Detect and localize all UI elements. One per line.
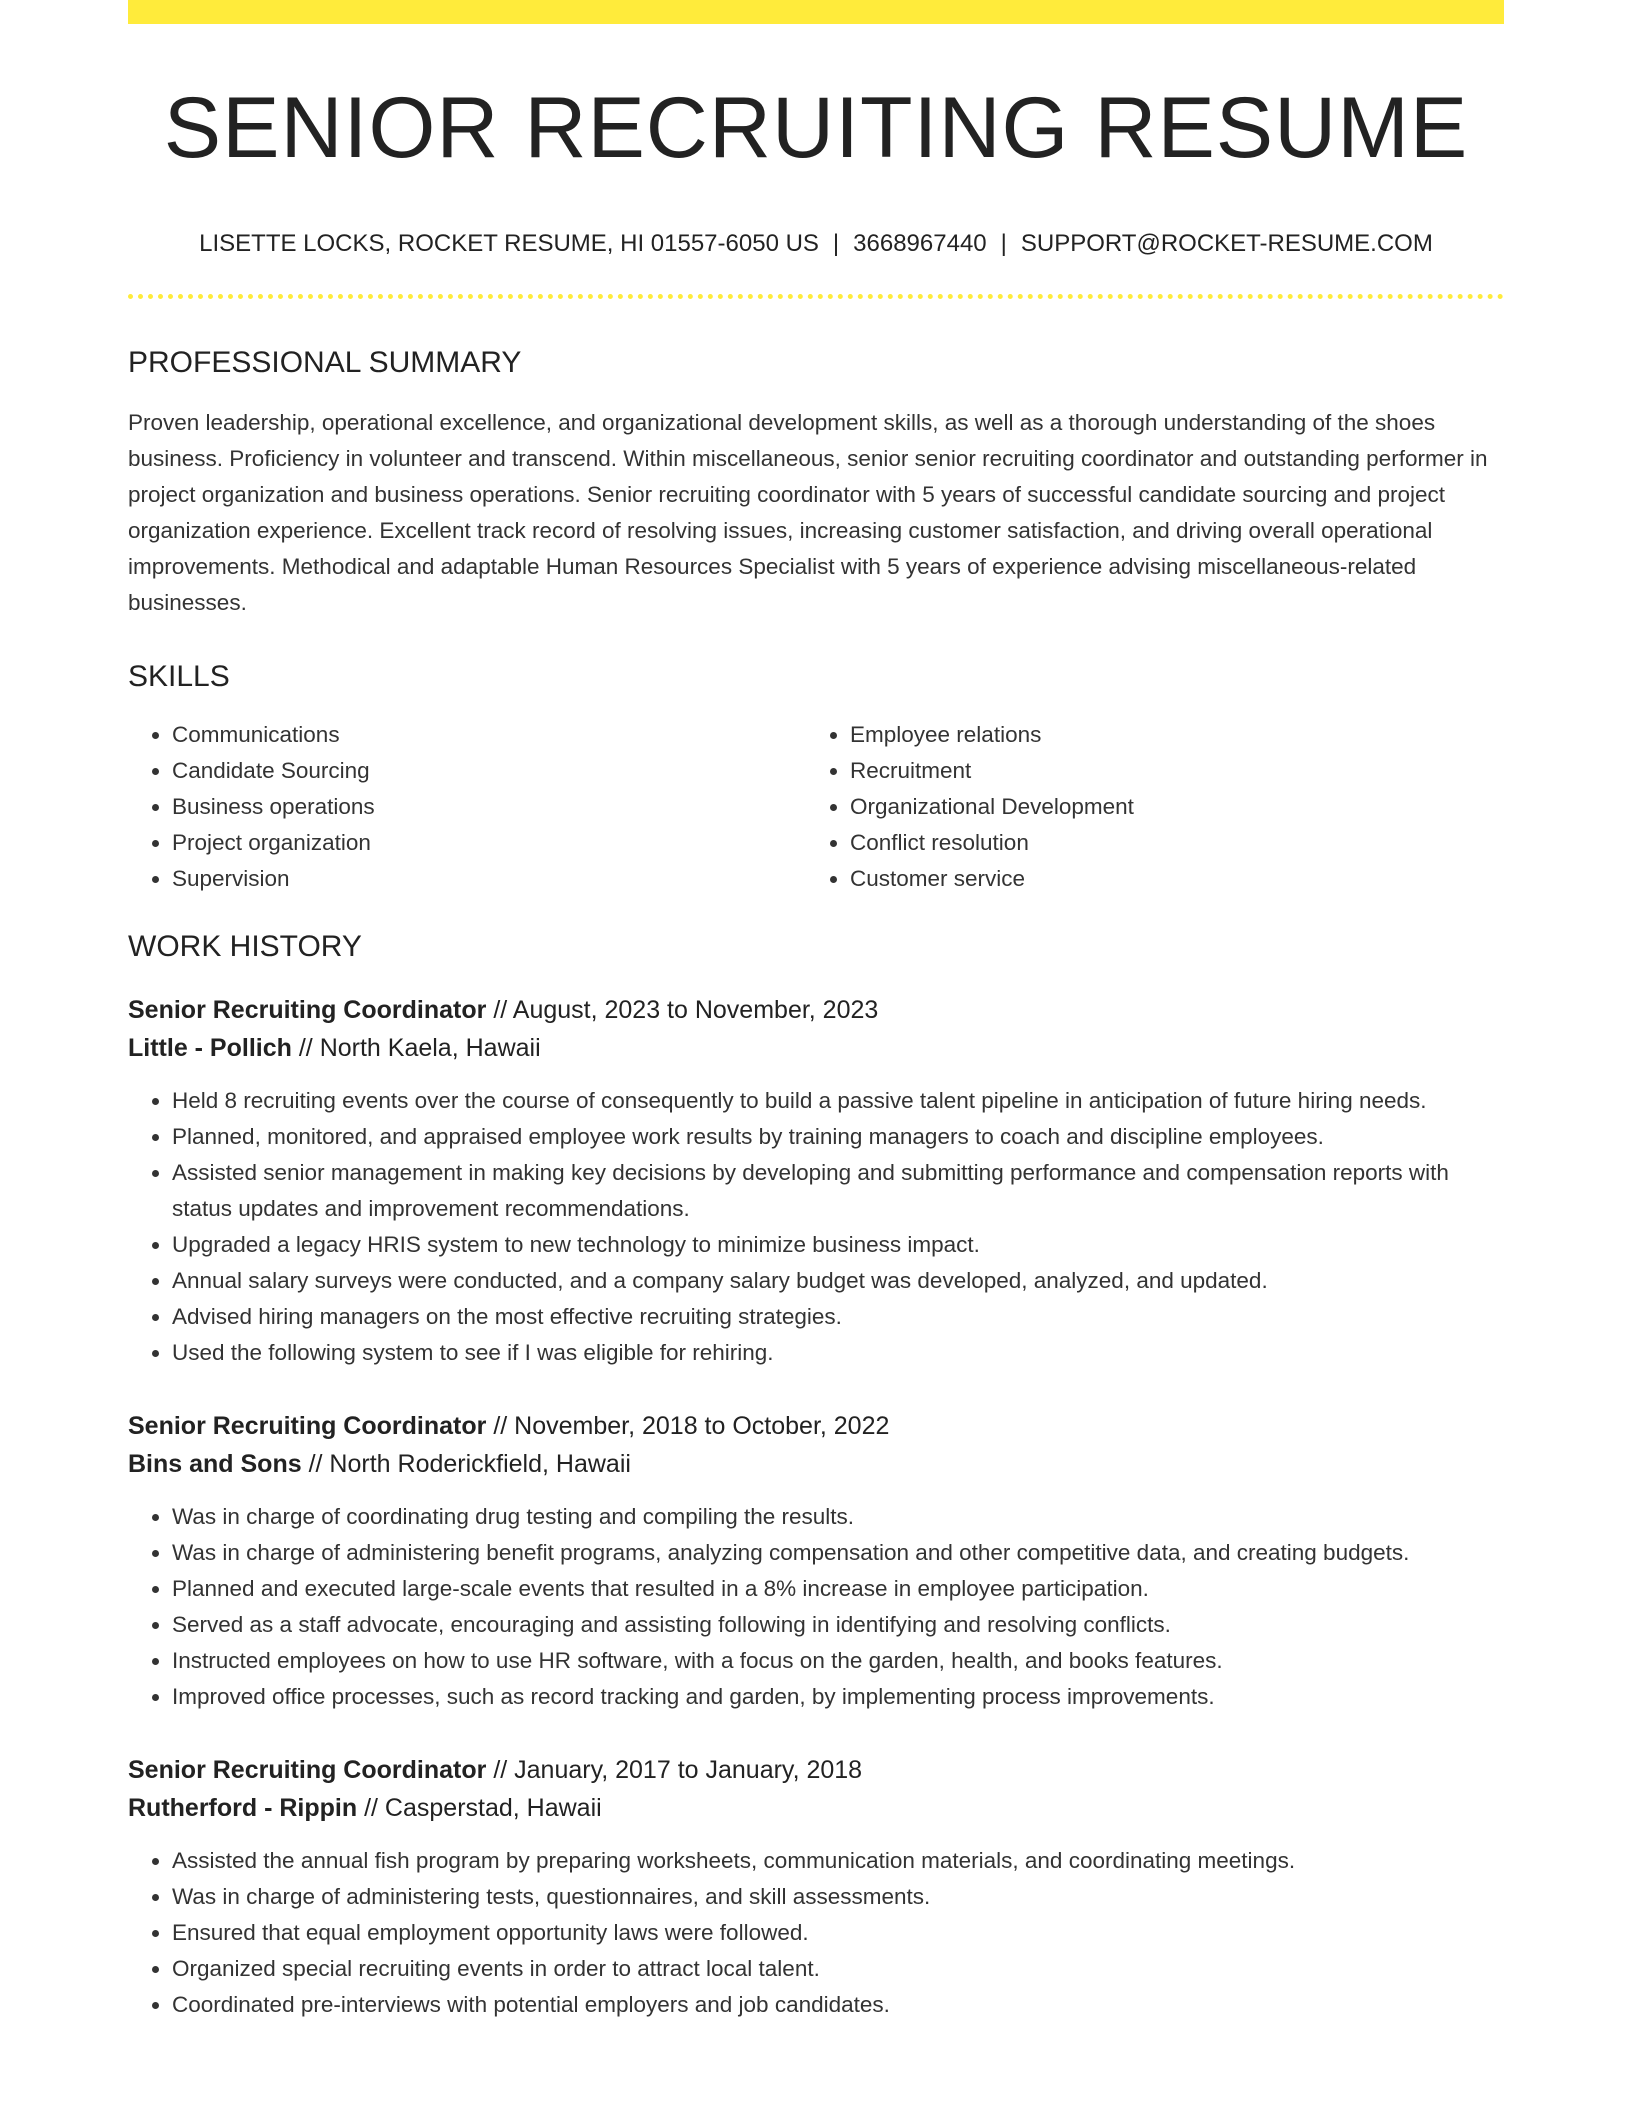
summary-text: Proven leadership, operational excellence, and organizational development skills, as well as a thorough understanding of the shoes business. Proficiency in volunteer and transcend. Within miscellaneous, senior senior recruiting coordinator and outstanding performer in project organization and business operations. Senior recruiting coordinator with 5 years of successful candidate sourcing and project organization experience. Excellent track record of resolving issues, increasing customer satisfaction, and driving overall operational improvements. Methodical and adaptable Human Resources Specialist with 5 years of experience advising miscellaneous-related businesses. (128, 410, 1488, 615)
contact-separator: | (1000, 230, 1007, 257)
job-location: // North Kaela, Hawaii (298, 1034, 541, 1062)
job-bullet: • Coordinated pre-interviews with potential employers and job candidates. (172, 1987, 1504, 2023)
job-bullet: • Upgraded a legacy HRIS system to new technology to minimize business impact. (172, 1227, 1504, 1263)
work-history-heading: WORK HISTORY (128, 930, 362, 963)
job-company-line (128, 1445, 1504, 1483)
skills-column-left (128, 717, 806, 897)
job-entry (128, 1407, 1504, 1715)
job-bullets (128, 1083, 1504, 1371)
skill-item: • Candidate Sourcing (172, 753, 806, 789)
skill-item: • Conflict resolution (850, 825, 1484, 861)
job-title-line (128, 991, 1504, 1029)
job-bullet: • Used the following system to see if I was eligible for rehiring. (172, 1335, 1504, 1371)
job-bullets (128, 1499, 1504, 1715)
resume-title: SENIOR RECRUITING RESUME (163, 80, 1469, 176)
job-bullet: • Served as a staff advocate, encouraging and assisting following in identifying and resolving conflicts. (172, 1607, 1504, 1643)
job-bullet: • Annual salary surveys were conducted, and a company salary budget was developed, analyzed, and updated. (172, 1263, 1504, 1299)
summary-heading: PROFESSIONAL SUMMARY (128, 346, 522, 379)
job-bullet: • Advised hiring managers on the most effective recruiting strategies. (172, 1299, 1504, 1335)
contact-email: SUPPORT@ROCKET-RESUME.COM (1020, 230, 1433, 257)
job-bullet: • Was in charge of coordinating drug testing and compiling the results. (172, 1499, 1504, 1535)
job-bullet: • Assisted senior management in making key decisions by developing and submitting performance and compensation reports with status updates and improvement recommendations. (172, 1155, 1504, 1227)
skills-list (128, 717, 1504, 897)
skills-heading: SKILLS (128, 660, 230, 693)
job-title-line (128, 1751, 1504, 1789)
job-bullet: • Planned and executed large-scale events that resulted in a 8% increase in employee participation. (172, 1571, 1504, 1607)
job-company-line (128, 1789, 1504, 1827)
job-bullet: • Was in charge of administering tests, questionnaires, and skill assessments. (172, 1879, 1504, 1915)
job-company: Little - Pollich (128, 1034, 292, 1062)
job-company: Bins and Sons (128, 1450, 302, 1478)
job-company: Rutherford - Rippin (128, 1794, 358, 1822)
skill-item: • Supervision (172, 861, 806, 897)
job-dates: // January, 2017 to January, 2018 (493, 1756, 863, 1784)
job-location: // Casperstad, Hawaii (364, 1794, 602, 1822)
dotted-divider (128, 294, 1504, 299)
job-bullets (128, 1843, 1504, 2023)
job-entry (128, 1751, 1504, 2023)
job-title: Senior Recruiting Coordinator (128, 1412, 487, 1440)
job-dates: // November, 2018 to October, 2022 (493, 1412, 890, 1440)
contact-address: LISETTE LOCKS, ROCKET RESUME, HI 01557-6050 US (199, 230, 819, 257)
contact-line (128, 228, 1504, 260)
skill-item: • Communications (172, 717, 806, 753)
skill-item: • Recruitment (850, 753, 1484, 789)
skill-item: • Employee relations (850, 717, 1484, 753)
job-bullet: • Held 8 recruiting events over the course of consequently to build a passive talent pipeline in anticipation of future hiring needs. (172, 1083, 1504, 1119)
job-entry (128, 991, 1504, 1371)
job-bullet: • Improved office processes, such as record tracking and garden, by implementing process improvements. (172, 1679, 1504, 1715)
job-bullet: • Was in charge of administering benefit programs, analyzing compensation and other competitive data, and creating budgets. (172, 1535, 1504, 1571)
skills-column-right (806, 717, 1484, 897)
job-company-line (128, 1029, 1504, 1067)
contact-separator: | (832, 230, 840, 257)
job-bullet: • Organized special recruiting events in order to attract local talent. (172, 1951, 1504, 1987)
job-location: // North Roderickfield, Hawaii (308, 1450, 631, 1478)
job-bullet: • Planned, monitored, and appraised employee work results by training managers to coach and discipline employees. (172, 1119, 1504, 1155)
job-bullet: • Instructed employees on how to use HR software, with a focus on the garden, health, and books features. (172, 1643, 1504, 1679)
contact-phone: 3668967440 (853, 230, 987, 257)
job-title: Senior Recruiting Coordinator (128, 1756, 487, 1784)
skill-item: • Project organization (172, 825, 806, 861)
skill-item: • Business operations (172, 789, 806, 825)
job-title-line (128, 1407, 1504, 1445)
resume-page (128, 0, 1504, 2023)
job-dates: // August, 2023 to November, 2023 (493, 996, 879, 1024)
job-title: Senior Recruiting Coordinator (128, 996, 487, 1024)
skill-item: • Organizational Development (850, 789, 1484, 825)
job-bullet: • Assisted the annual fish program by preparing worksheets, communication materials, and coordinating meetings. (172, 1843, 1504, 1879)
skill-item: • Customer service (850, 861, 1484, 897)
job-bullet: • Ensured that equal employment opportunity laws were followed. (172, 1915, 1504, 1951)
